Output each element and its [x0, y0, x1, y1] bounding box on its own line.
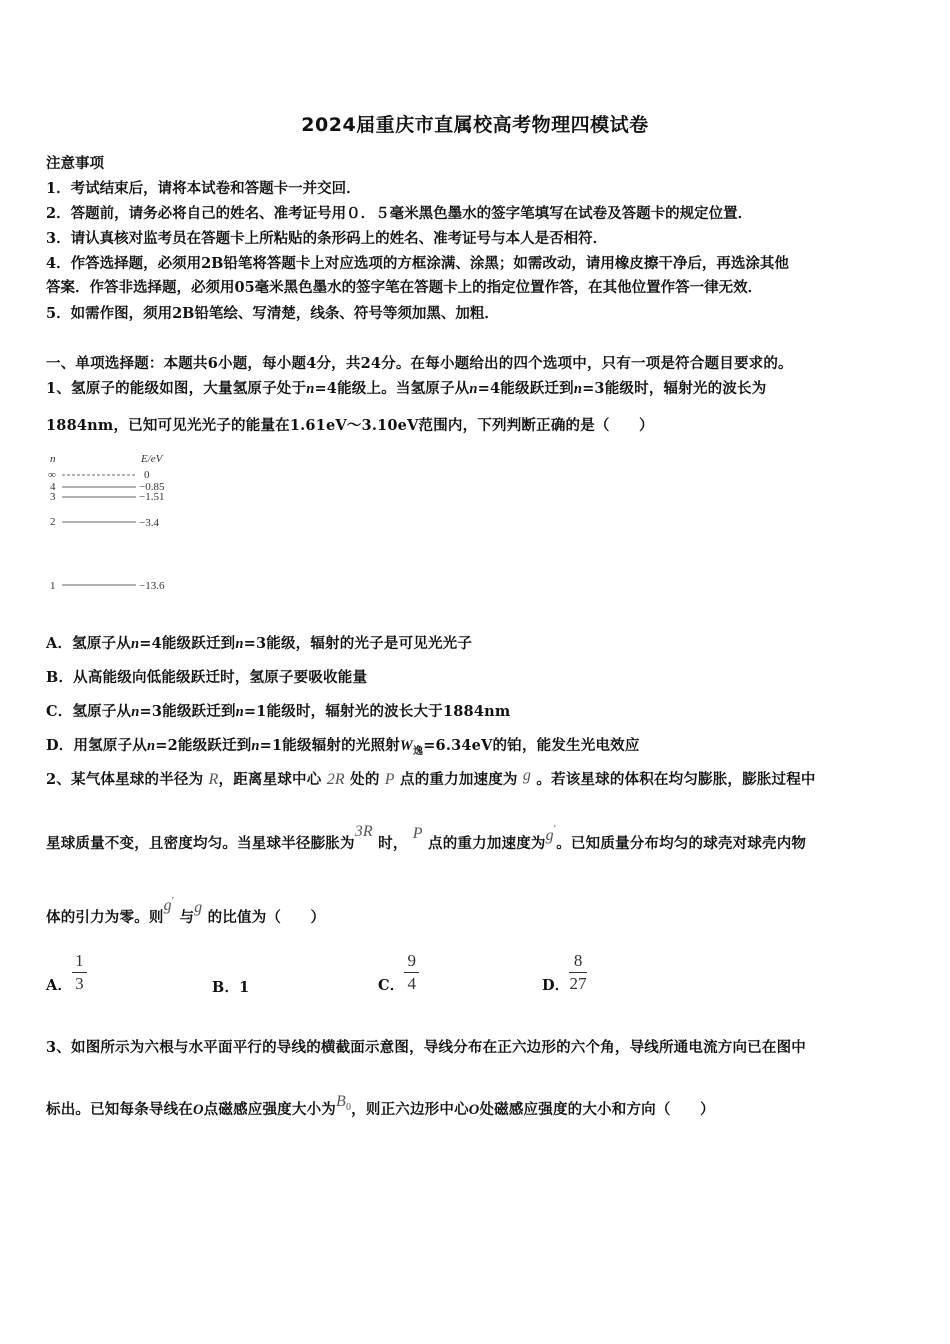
q1-n-var: n: [131, 704, 140, 720]
q2-option-a: [46, 950, 87, 1000]
q1-option-a: [46, 632, 472, 653]
q1-n-var: n: [251, 738, 260, 754]
q1-text: =4能级上。当氢原子从: [314, 380, 470, 397]
q2-text: 体的引力为零。则: [46, 909, 164, 926]
fraction-numerator: 8: [569, 952, 586, 973]
q1-n-var: n: [235, 636, 244, 652]
notice-item: 2．答题前，请务必将自己的姓名、准考证号用０．５毫米黑色墨水的签字笔填写在试卷及答题卡的规定位置．: [46, 205, 753, 222]
level-n-label: 3: [50, 491, 56, 503]
var-B-subscript: 0: [345, 1102, 352, 1113]
page-title: 2024届重庆市直属校高考物理四模试卷: [301, 114, 649, 136]
fraction-denominator: 4: [407, 974, 417, 993]
q1-n-var: n: [573, 381, 583, 397]
var-P: P: [412, 825, 423, 842]
energy-level-diagram: [44, 450, 194, 598]
q2-stem-line3: [46, 896, 326, 927]
fraction: [72, 952, 87, 993]
q2-text: 。已知质量分布均匀的球壳对球壳内物: [556, 835, 807, 852]
fraction-denominator: 27: [569, 974, 587, 993]
var-g: g: [194, 899, 203, 916]
fraction-denominator: 3: [75, 974, 84, 993]
q3-stem-line1: 3、如图所示为六根与水平面平行的导线的横截面示意图，导线分布在正六边形的六个角，导线所通电流方向已在图中: [46, 1039, 806, 1056]
q1-n-var: n: [306, 381, 315, 397]
notice-item: 3．请认真核对监考员在答题卡上所粘贴的条形码上的姓名、准考证号与本人是否相符．: [46, 230, 608, 247]
q1-option-c-text: =3能级跃迁到: [139, 703, 236, 720]
section-heading: 一、单项选择题：本题共6小题，每小题4分，共24分。在每小题给出的四个选项中，只有一项是符合题目要求的。: [46, 355, 793, 372]
q2-option-d: [542, 950, 587, 1000]
level-n-label: 4: [50, 481, 56, 493]
var-P: P: [384, 771, 395, 788]
diagram-e-header: E/eV: [141, 453, 163, 465]
q2-text: 点的重力加速度为: [428, 835, 546, 852]
q1-option-c-text: C．氢原子从: [46, 703, 132, 720]
q2-text: 处的: [350, 771, 380, 788]
option-label: D．: [542, 977, 570, 994]
q1-option-c-text: =1能级时，辐射光的波长大于1884nm: [243, 703, 511, 720]
q2-option-c: [378, 950, 419, 1000]
level-energy-label: −13.6: [139, 580, 165, 592]
q1-option-d-text: =6.34eV的铂，能发生光电效应: [423, 737, 640, 754]
q1-stem-line2: 1884nm，已知可见光光子的能量在1.61eV～3.10eV范围内，下列判断正确的是（ ）: [46, 417, 654, 434]
notice-item: 答案．作答非选择题，必须用05毫米黑色墨水的签字笔在答题卡上的指定位置作答，在其他位置作答一律无效．: [46, 279, 763, 296]
q2-text: 2、某气体星球的半径为: [46, 771, 204, 788]
q1-n-var: n: [235, 704, 244, 720]
var-O: O: [468, 1102, 480, 1118]
q2-stem-line2: [46, 823, 807, 853]
q2-text: 与: [179, 909, 195, 926]
q1-text: =3能级时，辐射光的波长为: [582, 380, 767, 397]
var-g-prime: g: [163, 897, 172, 914]
level-n-label: ∞: [48, 469, 56, 481]
q3-text: 标出。已知每条导线在: [46, 1101, 193, 1118]
q1-option-d-text: =2能级跃迁到: [155, 737, 252, 754]
q1-text: =4能级跃迁到: [477, 380, 574, 397]
var-3R: 3R: [354, 823, 373, 840]
level-n-label: 1: [50, 580, 56, 592]
q2-text: 点的重力加速度为: [400, 771, 518, 788]
q1-option-a-text: =3能级，辐射的光子是可见光光子: [243, 635, 473, 652]
notice-item: 1．考试结束后，请将本试卷和答题卡一并交回．: [46, 180, 361, 197]
notice-item: 4．作答选择题，必须用2B铅笔将答题卡上对应选项的方框涂满、涂黑；如需改动，请用橡皮擦干净后，再选涂其他: [46, 255, 789, 272]
q1-option-d-text: =1能级辐射的光照射: [259, 737, 400, 754]
q1-text: 1、氢原子的能级如图，大量氢原子处于: [46, 380, 307, 397]
notice-heading: 注意事项: [46, 155, 104, 172]
var-2R: 2R: [326, 771, 345, 788]
notice-item: 5．如需作图，须用2B铅笔绘、写清楚，线条、符号等须加黑、加粗．: [46, 305, 499, 322]
q2-text: 的比值为（ ）: [207, 909, 326, 926]
q2-text: 时，: [378, 835, 408, 852]
q1-stem-line1: [46, 377, 766, 398]
q1-option-c: [46, 700, 510, 721]
q1-option-d: [46, 734, 640, 755]
prime-mark: ′: [553, 824, 557, 835]
q1-option-a-text: =4能级跃迁到: [139, 635, 236, 652]
q1-n-var: n: [130, 636, 140, 652]
option-label: A．: [46, 977, 73, 994]
q2-text: ，距离星球中心: [218, 771, 322, 788]
q1-n-var: n: [469, 381, 478, 397]
level-n-label: 2: [50, 516, 56, 528]
var-R: R: [208, 771, 219, 788]
q2-option-b: B．1: [212, 979, 250, 996]
fraction-numerator: 1: [72, 952, 87, 973]
diagram-n-header: n: [50, 453, 56, 465]
q3-text: 点磁感应强度大小为: [203, 1101, 336, 1118]
fraction: [404, 952, 419, 993]
var-g-prime: g: [545, 827, 554, 844]
q3-stem-line2: [46, 1093, 715, 1119]
var-g: g: [522, 767, 532, 784]
fraction: [569, 952, 586, 993]
work-function-symbol: W: [399, 738, 413, 754]
q2-text: 星球质量不变，且密度均匀。当星球半径膨胀为: [46, 835, 355, 852]
var-B: B: [335, 1093, 346, 1110]
level-energy-label: −0.85: [139, 481, 165, 493]
q2-text: 。若该星球的体积在均匀膨胀，膨胀过程中: [536, 771, 816, 788]
var-O: O: [193, 1102, 204, 1118]
option-label: C．: [378, 977, 405, 994]
fraction-numerator: 9: [404, 952, 419, 973]
q1-n-var: n: [146, 738, 156, 754]
q2-stem-line1: [46, 768, 816, 789]
q1-option-b: B．从高能级向低能级跃迁时，氢原子要吸收能量: [46, 669, 368, 686]
level-energy-label: 0: [144, 469, 150, 481]
q1-option-a-text: A．氢原子从: [46, 635, 131, 652]
q3-text: 处磁感应强度的大小和方向（ ）: [479, 1101, 715, 1118]
q3-text: ，则正六边形中心: [351, 1101, 469, 1118]
level-energy-label: −3.4: [139, 517, 159, 529]
level-energy-label: −1.51: [139, 491, 165, 503]
work-function-subscript: 逸: [413, 746, 424, 757]
prime-mark: ′: [171, 896, 175, 907]
q1-option-d-text: D．用氢原子从: [46, 737, 147, 754]
